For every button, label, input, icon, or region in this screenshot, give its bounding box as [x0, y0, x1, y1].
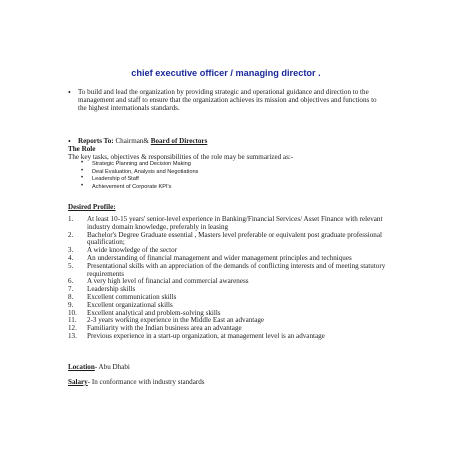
item-text: Excellent analytical and problem-solving skills	[87, 308, 221, 317]
item-text: Excellent communication skills	[87, 292, 177, 301]
list-item	[81, 160, 198, 169]
item-number: 11.	[68, 316, 77, 325]
bullet-icon: •	[81, 167, 84, 174]
item-number: 2.	[68, 230, 74, 239]
intro-text: To build and lead the organization by providing strategic and operational guidance and direction to the management and staff to ensure that the organization achieves its mission and objectives and functions to the highest internationals standards.	[78, 88, 377, 113]
list-item	[68, 263, 388, 279]
item-number: 12.	[68, 324, 77, 333]
item-text: Presentational skills with an appreciation of the demands of conflicting interests and of meeting statutory requirements	[87, 261, 386, 278]
item-text: 2-3 years working experience in the Middle East an advantage	[87, 316, 265, 325]
location-label: Location	[68, 363, 95, 371]
task-list	[81, 160, 199, 191]
item-number: 8.	[68, 292, 74, 301]
salary-line	[68, 378, 205, 386]
desired-profile-heading: Desired Profile:	[68, 203, 116, 211]
location-value: - Abu Dhabi	[94, 363, 130, 371]
salary-value: - In conformance with industry standards	[87, 378, 205, 386]
profile-list	[68, 216, 388, 341]
list-item	[81, 182, 198, 192]
reports-to-value: Chairman&	[113, 137, 151, 145]
list-item	[81, 175, 198, 184]
item-number: 10.	[68, 308, 77, 317]
reports-to-label: Reports To:	[78, 137, 114, 145]
item-number: 9.	[68, 300, 74, 309]
list-item	[81, 167, 199, 177]
role-intro-text: The key tasks, objectives & responsibilities of the role may be summarized as:-	[68, 153, 294, 161]
item-text: Familiarity with the Indian business area an advantage	[87, 324, 242, 333]
item-number: 5.	[68, 261, 74, 270]
item-number: 13.	[68, 331, 77, 340]
reports-to-line	[68, 137, 208, 146]
location-line	[68, 363, 130, 371]
task-text: Leadership of Staff	[92, 176, 139, 183]
item-text: Excellent organizational skills	[87, 300, 173, 309]
bullet-icon: •	[68, 88, 71, 97]
role-heading: The Role	[68, 145, 96, 153]
item-text: Leadership skills	[87, 285, 136, 294]
item-text: A very high level of financial and commercial awareness	[87, 277, 249, 286]
bullet-icon: •	[81, 160, 84, 166]
bullet-icon: •	[81, 182, 84, 189]
item-number: 6.	[68, 277, 74, 286]
item-text: A wide knowledge of the sector	[87, 246, 178, 255]
reports-to-board: Board of Directors	[150, 137, 208, 145]
list-item	[68, 216, 388, 232]
item-text: An understanding of financial management and wider management principles and techniques	[87, 253, 352, 262]
bullet-icon: •	[68, 137, 71, 146]
task-text: Strategic Planning and Decision Making	[92, 161, 191, 167]
item-text: Bachelor's Degree Graduate essential , Masters level preferable or equivalent post graduate professional qualification;	[87, 230, 382, 247]
item-number: 1.	[68, 215, 74, 223]
task-text: Achievement of Corporate KPI's	[92, 183, 172, 190]
list-item	[68, 232, 388, 248]
salary-label: Salary	[68, 378, 88, 386]
job-title: chief executive officer / managing director .	[131, 68, 321, 78]
item-text: At least 10-15 years' senior-level experience in Banking/Financial Services/ Asset Finance with relevant industry domain knowledge, preferably in leasing	[87, 215, 383, 231]
item-number: 3.	[68, 246, 74, 255]
bullet-icon: •	[81, 175, 84, 182]
item-number: 7.	[68, 285, 74, 294]
intro-section	[68, 88, 378, 113]
list-item	[68, 333, 388, 341]
item-number: 4.	[68, 253, 74, 262]
item-text: Previous experience in a start-up organization, at management level is an advantage	[87, 331, 325, 340]
task-text: Deal Evaluation, Analysis and Negotiations	[92, 168, 199, 175]
